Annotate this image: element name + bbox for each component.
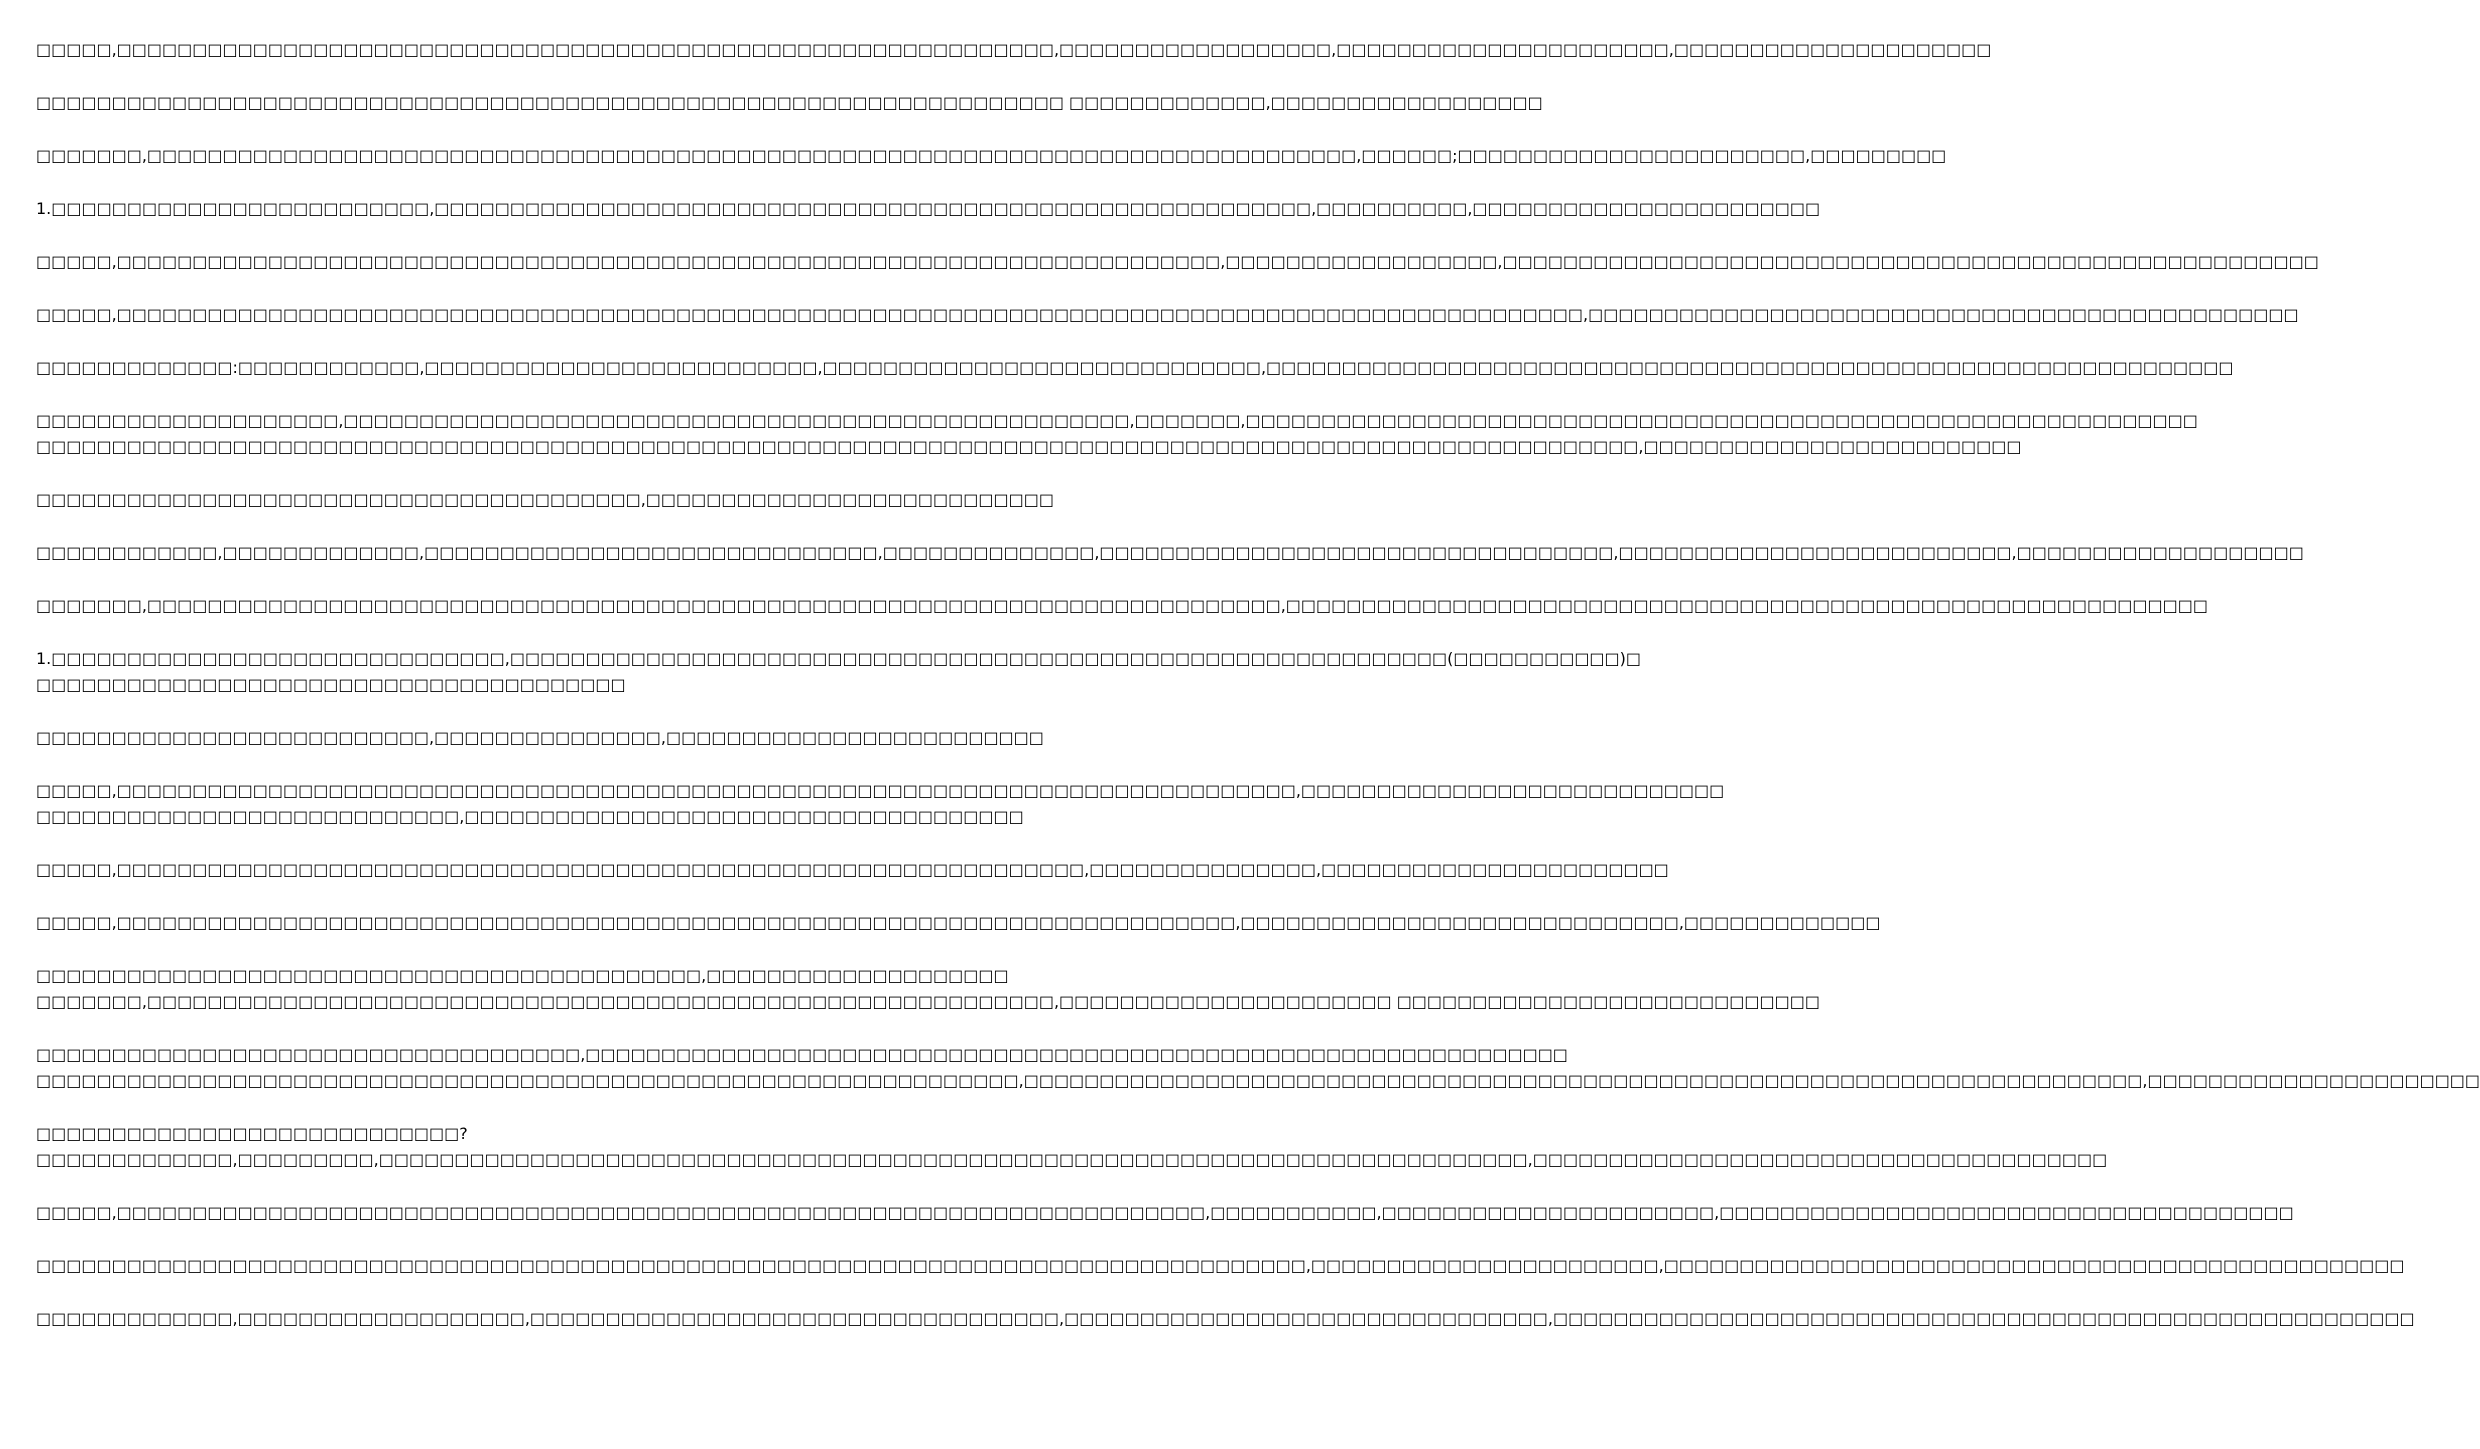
document-body <box>36 37 2480 1359</box>
paragraph-line: 1.□□□□□□□□□□□□□□□□□□□□□□□□□,□□□□□□□□□□□□□□□□□□□□□□□□□□□□□□□□□□□□□□□□□□□□□□□□□□□□□□□□□□,□□□□□□□□□□,□□□□□□□□□□□□□□□□□□□□□□□ <box>36 199 1821 218</box>
paragraph <box>36 540 2304 566</box>
paragraph <box>36 778 1725 830</box>
paragraph <box>36 593 2208 619</box>
paragraph-line: 1.□□□□□□□□□□□□□□□□□□□□□□□□□□□□□□,□□□□□□□□□□□□□□□□□□□□□□□□□□□□□□□□□□□□□□□□□□□□□□□□□□□□□□□□□□□□□□(□□□□□□□□□□□)□ <box>36 649 1642 668</box>
paragraph <box>36 196 1821 222</box>
paragraph-line: □□□□□□□□□□□□□□□□□□□□□□□□□□□□□□□□□□□□□□□□□□□□□□□□□□□□□□□□□□□□□□□□□□□□□□□□□□□□□□□□□□□□□□□□□□□□□□□□□□□□□□□□□□,□□□□□□□□□□□□□□□□□□□□□□□□□ <box>36 437 2022 456</box>
paragraph <box>36 487 1054 513</box>
paragraph-line: □□□□□□□□□□□□□□□□□□□□□□□□□□□□□□□□□□□□□□□□□□□□□□□□□□□□□□□□□□□□□□□□□□□□□□□□□□□□□□□□□□□□,□□□□□□□□□□□□□□□□□□□□□□□,□□□□□□□□□□□□□□□□□□□□□□□□□□□□□□□□□□□□□□□□□□□□□□□□□ <box>36 1256 2405 1275</box>
paragraph-line: □□□□□□□□□□□□□:□□□□□□□□□□□□,□□□□□□□□□□□□□□□□□□□□□□□□□□,□□□□□□□□□□□□□□□□□□□□□□□□□□□□□,□□□□□□□□□□□□□□□□□□□□□□□□□□□□□□□□□□□□□□□□□□□□□□□□□□□□□□□□□□□□□□□□ <box>36 358 2234 377</box>
paragraph-line: □□□□□□□□□□□□□□□□□□□□□□□□□□□□? <box>36 1124 468 1143</box>
paragraph-line: □□□□□□□□□□□□□□□□□□□□□□□□□□,□□□□□□□□□□□□□□□,□□□□□□□□□□□□□□□□□□□□□□□□□ <box>36 728 1044 747</box>
paragraph <box>36 355 2234 381</box>
paragraph-line: □□□□□□□,□□□□□□□□□□□□□□□□□□□□□□□□□□□□□□□□□□□□□□□□□□□□□□□□□□□□□□□□□□□□,□□□□□□□□□□□□□□□□□□□□□□ □□□□□□□□□□□□□□□□□□□□□□□□□□□□ <box>36 992 1820 1011</box>
paragraph <box>36 302 2299 328</box>
paragraph-line: □□□□□□□,□□□□□□□□□□□□□□□□□□□□□□□□□□□□□□□□□□□□□□□□□□□□□□□□□□□□□□□□□□□□□□□□□□□□□□□□□□□,□□□□□□□□□□□□□□□□□□□□□□□□□□□□□□□□□□□□□□□□□□□□□□□□□□□□□□□□□□□□□ <box>36 596 2208 615</box>
paragraph <box>36 910 1881 936</box>
paragraph <box>36 1306 2415 1332</box>
paragraph-line: □□□□□□□□□□□□□□□□□□□□□□□□□□□□□□□□□□□□□□□ <box>36 675 626 694</box>
paragraph <box>36 725 1044 751</box>
paragraph-line: □□□□□,□□□□□□□□□□□□□□□□□□□□□□□□□□□□□□□□□□□□□□□□□□□□□□□□□□□□□□□□□□□□□□□□□□□□□□□□,□□□□□□□□□□□,□□□□□□□□□□□□□□□□□□□□□□,□□□□□□□□□□□□□□□□□□□□□□□□□□□□□□□□□□□□□□ <box>36 1203 2294 1222</box>
paragraph <box>36 37 1992 63</box>
paragraph <box>36 1042 2480 1094</box>
paragraph <box>36 143 1947 169</box>
paragraph <box>36 1121 2108 1173</box>
paragraph-line: □□□□□□□□□□□□□□□□□□□□□□□□□□□□□□□□□□□□□□□□□□□□□□□□□□□□□□□□□□□□□□□□□,□□□□□□□□□□□□□□□□□□□□□□□□□□□□□□□□□□□□□□□□□□□□□□□□□□□□□□□□□□□□□□□□□□□□□□□□□□,□□□□□□□□□□□□□□□□□□□□□□ <box>36 1071 2480 1090</box>
paragraph-line: □□□□□□□□□□□□□□□□□□□□□□□□□□□□□□□□□□□□□□□□□□□□,□□□□□□□□□□□□□□□□□□□□ <box>36 966 1009 985</box>
paragraph <box>36 857 1669 883</box>
paragraph-line: □□□□□□□□□□□□□□□□□□□□□□□□□□□□,□□□□□□□□□□□□□□□□□□□□□□□□□□□□□□□□□□□□□ <box>36 807 1024 826</box>
paragraph-line: □□□□□□□□□□□□□□□□□□□□,□□□□□□□□□□□□□□□□□□□□□□□□□□□□□□□□□□□□□□□□□□□□□□□□□□□□,□□□□□□□,□□□□□□□□□□□□□□□□□□□□□□□□□□□□□□□□□□□□□□□□□□□□□□□□□□□□□□□□□□□□□□□ <box>36 411 2198 430</box>
paragraph-line: □□□□□□□□□□□□□□□□□□□□□□□□□□□□□□□□□□□□□□□□,□□□□□□□□□□□□□□□□□□□□□□□□□□□ <box>36 490 1054 509</box>
paragraph-line: □□□□□,□□□□□□□□□□□□□□□□□□□□□□□□□□□□□□□□□□□□□□□□□□□□□□□□□□□□□□□□□□□□□□□□,□□□□□□□□□□□□□□□,□□□□□□□□□□□□□□□□□□□□□□□ <box>36 860 1669 879</box>
paragraph <box>36 1253 2405 1279</box>
paragraph-line: □□□□□,□□□□□□□□□□□□□□□□□□□□□□□□□□□□□□□□□□□□□□□□□□□□□□□□□□□□□□□□□□□□□□□□□□□□□□□□□□□□□□□□□□□□□□□□□□□□□□□□□,□□□□□□□□□□□□□□□□□□□□□□□□□□□□□□□□□□□□□□□□□□□□□□□ <box>36 305 2299 324</box>
paragraph-line: □□□□□,□□□□□□□□□□□□□□□□□□□□□□□□□□□□□□□□□□□□□□□□□□□□□□□□□□□□□□□□□□□□□□□□□□□□□□□□□,□□□□□□□□□□□□□□□□□□,□□□□□□□□□□□□□□□□□□□□□□□□□□□□□□□□□□□□□□□□□□□□□□□□□□□□□□ <box>36 252 2319 271</box>
paragraph <box>36 249 2319 275</box>
paragraph <box>36 90 1543 116</box>
paragraph <box>36 408 2198 460</box>
paragraph-line: □□□□□□□□□□□□□,□□□□□□□□□□□□□□□□□□□,□□□□□□□□□□□□□□□□□□□□□□□□□□□□□□□□□□□,□□□□□□□□□□□□□□□□□□□□□□□□□□□□□□□□,□□□□□□□□□□□□□□□□□□□□□□□□□□□□□□□□□□□□□□□□□□□□□□□□□□□□□□□□□ <box>36 1309 2415 1328</box>
paragraph-line: □□□□□,□□□□□□□□□□□□□□□□□□□□□□□□□□□□□□□□□□□□□□□□□□□□□□□□□□□□□□□□□□□□□□□□□□□□□□□□□□,□□□□□□□□□□□□□□□□□□□□□□□□□□□□□,□□□□□□□□□□□□□ <box>36 913 1881 932</box>
paragraph <box>36 963 1820 1015</box>
paragraph-line: □□□□□□□□□□□□□□□□□□□□□□□□□□□□□□□□□□□□,□□□□□□□□□□□□□□□□□□□□□□□□□□□□□□□□□□□□□□□□□□□□□□□□□□□□□□□□□□□□□□□□□ <box>36 1045 1568 1064</box>
paragraph-line: □□□□□□□□□□□□□,□□□□□□□□□,□□□□□□□□□□□□□□□□□□□□□□□□□□□□□□□□□□□□□□□□□□□□□□□□□□□□□□□□□□□□□□□□□□□□□□□□□□□□,□□□□□□□□□□□□□□□□□□□□□□□□□□□□□□□□□□□□□□ <box>36 1150 2108 1169</box>
paragraph-line: □□□□□□□,□□□□□□□□□□□□□□□□□□□□□□□□□□□□□□□□□□□□□□□□□□□□□□□□□□□□□□□□□□□□□□□□□□□□□□□□□□□□□□□□,□□□□□□;□□□□□□□□□□□□□□□□□□□□□□□,□□□□□□□□□ <box>36 146 1947 165</box>
paragraph-line: □□□□□□□□□□□□□□□□□□□□□□□□□□□□□□□□□□□□□□□□□□□□□□□□□□□□□□□□□□□□□□□□□□□□ □□□□□□□□□□□□□,□□□□□□□□□□□□□□□□□□ <box>36 93 1543 112</box>
paragraph <box>36 1200 2294 1226</box>
paragraph <box>36 646 1642 698</box>
paragraph-line: □□□□□,□□□□□□□□□□□□□□□□□□□□□□□□□□□□□□□□□□□□□□□□□□□□□□□□□□□□□□□□□□□□□□□□□□□□□□□□□□□□□□,□□□□□□□□□□□□□□□□□□□□□□□□□□□□ <box>36 781 1725 800</box>
paragraph-line: □□□□□,□□□□□□□□□□□□□□□□□□□□□□□□□□□□□□□□□□□□□□□□□□□□□□□□□□□□□□□□□□□□□□,□□□□□□□□□□□□□□□□□□,□□□□□□□□□□□□□□□□□□□□□□,□□□□□□□□□□□□□□□□□□□□□ <box>36 40 1992 59</box>
paragraph-line: □□□□□□□□□□□□,□□□□□□□□□□□□□,□□□□□□□□□□□□□□□□□□□□□□□□□□□□□□,□□□□□□□□□□□□□□,□□□□□□□□□□□□□□□□□□□□□□□□□□□□□□□□□□,□□□□□□□□□□□□□□□□□□□□□□□□□□,□□□□□□□□□□□□□□□□□□□ <box>36 543 2304 562</box>
